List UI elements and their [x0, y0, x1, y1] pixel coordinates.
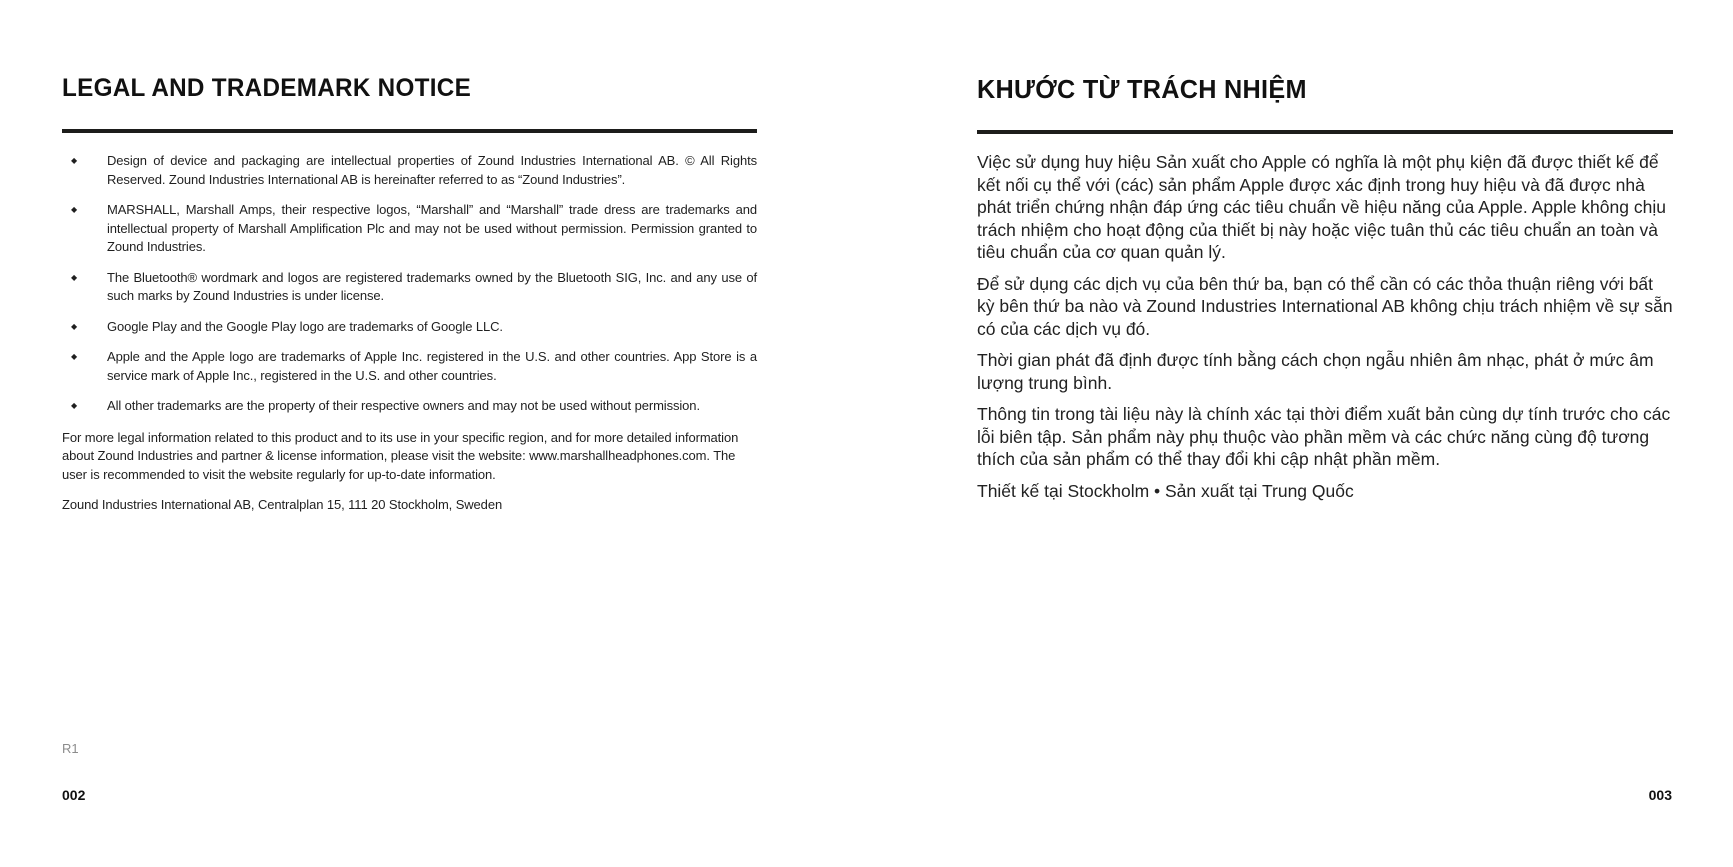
list-item	[62, 397, 757, 416]
disclaimer-paragraph-third-party: Để sử dụng các dịch vụ của bên thứ ba, bạn có thể cần có các thỏa thuận riêng với bất kỳ bên thứ ba nào và Zound Industries International AB không chịu trách nhiệm về sự sẵn có của các dịch vụ đó.	[977, 273, 1673, 339]
designed-made-in-line: Thiết kế tại Stockholm • Sản xuất tại Trung Quốc	[977, 480, 1354, 501]
diamond-bullet-icon: ◆	[71, 321, 78, 331]
page-number-right: 003	[1648, 787, 1672, 803]
list-item	[62, 201, 757, 257]
list-item	[62, 348, 757, 385]
bullet-text-other-trademarks: All other trademarks are the property of their respective owners and may not be used without permission.	[107, 398, 700, 413]
company-address: Zound Industries International AB, Centralplan 15, 111 20 Stockholm, Sweden	[62, 497, 503, 512]
title-divider-rule	[977, 130, 1673, 134]
diamond-bullet-icon: ◆	[71, 205, 78, 214]
revision-label: R1	[62, 741, 79, 756]
bullet-text-design: Design of device and packaging are intellectual properties of Zound Industries International AB. © All Rights Reserved. Zound Industries International AB is hereinafter referred to as “Zound Industries”.	[107, 153, 757, 187]
legal-notice-title: LEGAL AND TRADEMARK NOTICE	[62, 74, 472, 102]
disclaimer-paragraph-accuracy: Thông tin trong tài liệu này là chính xác tại thời điểm xuất bản cùng dự tính trước cho các lỗi biên tập. Sản phẩm này phụ thuộc vào phần mềm và các chức năng cùng độ tương thích của sản phẩm có thể thay đổi khi cập nhật phần mềm.	[977, 404, 1671, 469]
bullet-text-bluetooth: The Bluetooth® wordmark and logos are registered trademarks owned by the Bluetooth SIG, Inc. and any use of such marks by Zound Industries is under license.	[107, 269, 757, 303]
title-divider-rule	[62, 129, 757, 133]
disclaimer-column	[977, 76, 1673, 511]
disclaimer-paragraph-apple-badge: Việc sử dụng huy hiệu Sản xuất cho Apple có nghĩa là một phụ kiện đã được thiết kế để kết nối cụ thể với (các) sản phẩm Apple được xác định trong huy hiệu và đã được nhà phát triển chứng nhận đáp ứng các tiêu chuẩn về hiệu năng của Apple. Apple không chịu trách nhiệm cho hoạt động của thiết bị này hoặc việc tuân thủ các tiêu chuẩn an toàn và tiêu chuẩn của cơ quan quản lý.	[977, 152, 1666, 262]
bullet-text-marshall: MARSHALL, Marshall Amps, their respective logos, “Marshall” and “Marshall” trade dress are trademarks and intellectual property of Marshall Amplification Plc and may not be used without permission. Permission granted to Zound Industries.	[107, 202, 757, 254]
diamond-bullet-icon: ◆	[71, 272, 78, 282]
list-item	[62, 152, 757, 189]
legal-info-paragraph: For more legal information related to this product and to its use in your specific region, and for more detailed information about Zound Industries and partner & license information, please visit the website: www.marshallheadphones.com. The user is recommended to visit the website regularly for up-to-date information.	[62, 429, 739, 482]
list-item	[62, 269, 757, 306]
list-item	[62, 318, 757, 337]
page-number-left: 002	[62, 787, 86, 803]
disclaimer-title: KHƯỚC TỪ TRÁCH NHIỆM	[977, 74, 1307, 104]
bullet-text-google-play: Google Play and the Google Play logo are trademarks of Google LLC.	[107, 318, 503, 334]
diamond-bullet-icon: ◆	[71, 352, 78, 361]
legal-notice-column	[62, 76, 757, 515]
bullet-text-apple: Apple and the Apple logo are trademarks of Apple Inc. registered in the U.S. and other countries. App Store is a service mark of Apple Inc., registered in the U.S. and other countries.	[107, 349, 757, 383]
legal-notice-body	[62, 152, 757, 515]
diamond-bullet-icon: ◆	[71, 401, 78, 410]
disclaimer-body	[977, 151, 1673, 502]
diamond-bullet-icon: ◆	[71, 156, 78, 165]
trademark-bullet-list	[62, 152, 757, 416]
disclaimer-paragraph-playtime: Thời gian phát đã định được tính bằng cách chọn ngẫu nhiên âm nhạc, phát ở mức âm lượng trung bình.	[977, 350, 1654, 393]
